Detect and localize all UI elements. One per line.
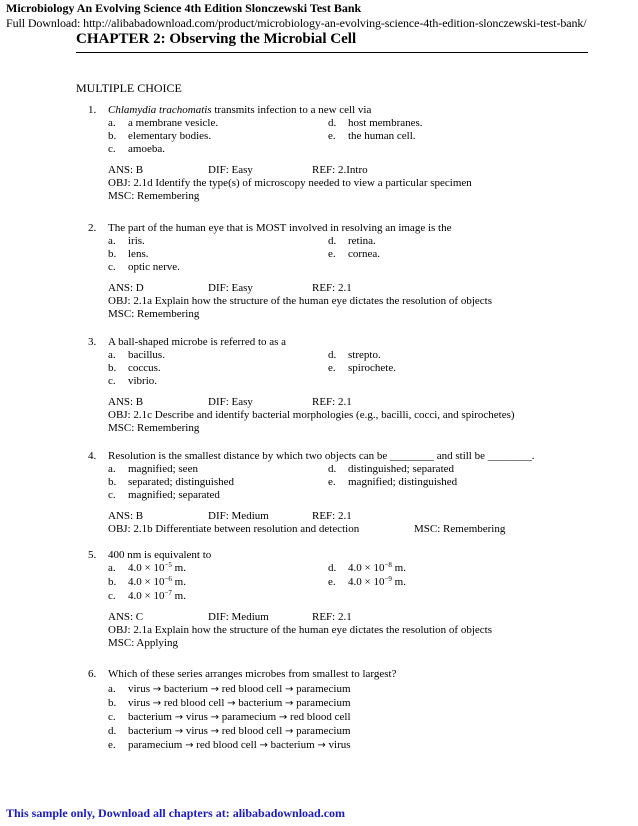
answer: ANS: B [108, 164, 144, 176]
answer-key [88, 396, 608, 409]
msc: MSC: Applying [108, 637, 178, 649]
question-stem: A ball-shaped microbe is referred to as a [108, 336, 287, 348]
reference: REF: 2.1 [312, 396, 352, 408]
answer: ANS: B [108, 396, 144, 408]
msc: MSC: Remembering [414, 523, 506, 535]
doc-header-title: Microbiology An Evolving Science 4th Edition Slonczewski Test Bank [6, 1, 362, 15]
question-3: 3. A ball-shaped microbe is referred to as a a. bacillus. d. strepto. b. coccus. e. spirochete. c. vibrio. ANS: B DIF: Easy REF: 2.1 OBJ: 2.1c Describe and identify bacterial morphologies (e.g., bacilli, cocci, and spirochetes) MSC: Remembering [88, 336, 608, 435]
question-5: 5. 400 nm is equivalent to a. $4.0 \times 10^{-5}$ m. d. $4.0 \times 10^{-8}$ m. b. $4.0 \times 10^{-6}$ m. e. $4.0 \times 10^{-9}$ m. c. $4.0 \times 10^{-7}$ m. ANS: C DIF: Medium REF: 2.1 OBJ: 2.1a Explain how the structure of the human eye dictates the resolution of objects MSC: Applying [88, 549, 608, 650]
msc: MSC: Remembering [108, 422, 200, 434]
answer: ANS: B [108, 510, 144, 522]
objective: OBJ: 2.1a Explain how the structure of the human eye dictates the resolution of objects [108, 295, 492, 307]
question-number: 3. [88, 336, 97, 348]
question-4: 4. Resolution is the smallest distance by which two objects can be ________ and still be ________. a. magnified; seen d. distinguished; separated b. separated; distinguished e. magnified; distinguished c. magnified; separated ANS: B DIF: Medium REF: 2.1 OBJ: 2.1b Differentiate between resolution and detection MSC: Remembering [88, 450, 608, 536]
objective: OBJ: 2.1a Explain how the structure of the human eye dictates the resolution of objects [108, 624, 492, 636]
question-2: 2. The part of the human eye that is MOST involved in resolving an image is the a. iris. d. retina. b. lens. e. cornea. c. optic nerve. ANS: D DIF: Easy REF: 2.1 OBJ: 2.1a Explain how the structure of the human eye dictates the resolution of objects MSC: Remembering [88, 222, 608, 321]
question-6: 6. Which of these series arranges microbes from smallest to largest? a. virus → bacterium → red blood cell → paramecium b. virus → red blood cell → bacterium → paramecium c. bacterium → virus → paramecium → red blood cell d. bacterium → virus → red blood cell → paramecium e. paramecium → red blood cell → bacterium → virus [88, 668, 397, 751]
answer-key [88, 611, 608, 624]
answer: ANS: C [108, 611, 144, 623]
msc: MSC: Remembering [108, 308, 200, 320]
footer-download-note[interactable]: This sample only, Download all chapters at: alibabadownload.com [6, 806, 346, 820]
download-label: Full Download: [6, 16, 84, 30]
answer: ANS: D [108, 282, 144, 294]
question-stem: Chlamydia trachomatis transmits infection to a new cell via [108, 104, 372, 116]
answer-key [88, 510, 608, 523]
question-stem: Which of these series arranges microbes from smallest to largest? [108, 668, 397, 680]
question-number: 1. [88, 104, 97, 116]
msc: MSC: Remembering [108, 190, 200, 202]
difficulty: DIF: Easy [208, 396, 253, 408]
objective: OBJ: 2.1b Differentiate between resolution and detection [108, 523, 360, 535]
reference: REF: 2.1 [312, 611, 352, 623]
download-link[interactable]: http://alibabadownload.com/product/microbiology-an-evolving-science-4th-edition-slonczewski-test-bank/ [83, 16, 587, 30]
difficulty: DIF: Medium [208, 510, 269, 522]
reference: REF: 2.Intro [312, 164, 368, 176]
section-title: MULTIPLE CHOICE [76, 81, 182, 95]
question-number: 5. [88, 549, 97, 561]
answer-key [88, 282, 608, 295]
doc-header-download [6, 16, 587, 31]
question-stem: 400 nm is equivalent to [108, 549, 212, 561]
reference: REF: 2.1 [312, 282, 352, 294]
objective: OBJ: 2.1c Describe and identify bacterial morphologies (e.g., bacilli, cocci, and spirochetes) [108, 409, 515, 421]
chapter-title: CHAPTER 2: Observing the Microbial Cell [76, 31, 357, 47]
objective: OBJ: 2.1d Identify the type(s) of microscopy needed to view a particular specimen [108, 177, 472, 189]
question-number: 4. [88, 450, 97, 462]
difficulty: DIF: Easy [208, 282, 253, 294]
question-number: 6. [88, 668, 97, 680]
question-stem: The part of the human eye that is MOST involved in resolving an image is the [108, 222, 452, 234]
question-number: 2. [88, 222, 97, 234]
question-stem: Resolution is the smallest distance by which two objects can be ________ and still be ________. [108, 450, 535, 462]
reference: REF: 2.1 [312, 510, 352, 522]
answer-key [88, 164, 608, 177]
difficulty: DIF: Medium [208, 611, 269, 623]
chapter-divider [76, 52, 588, 53]
difficulty: DIF: Easy [208, 164, 253, 176]
question-1: 1. Chlamydia trachomatis transmits infection to a new cell via a. a membrane vesicle. d. host membranes. b. elementary bodies. e. the human cell. c. amoeba. ANS: B DIF: Easy REF: 2.Intro OBJ: 2.1d Identify the type(s) of microscopy needed to view a particular specimen MSC: Remembering [88, 104, 608, 203]
